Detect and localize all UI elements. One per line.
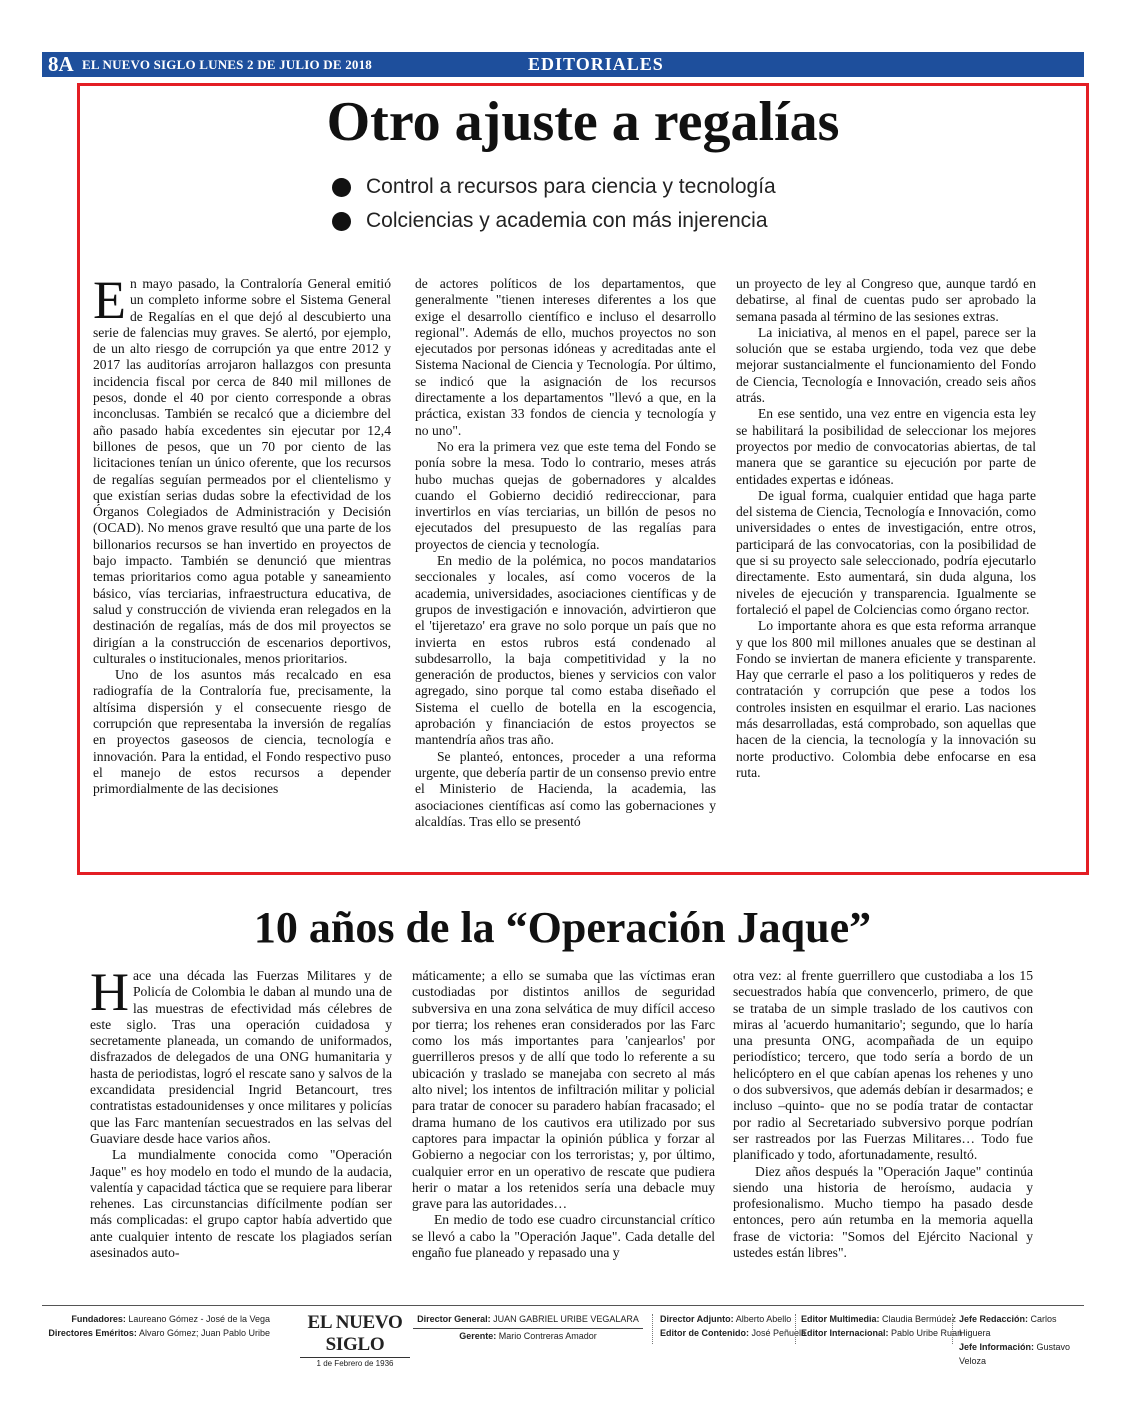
paragraph: un proyecto de ley al Congreso que, aunque tardó en debatirse, al final de cuentas pudo ser aprobado la semana pasada al término de las sesiones extras. <box>736 276 1036 324</box>
bullet-icon <box>332 212 351 231</box>
paragraph: De igual forma, cualquier entidad que haga parte del sistema de Ciencia, Tecnología e Innovación, como universidades o entes de investigación, entre otros, participará de las convocatorias, con la posibilidad de que si su proyecto sale seleccionado, podría ejecutarlo directamente. Esto aumentará, sin duda alguna, los niveles de ejecución y transparencia. Igualmente se fortaleció el papel de Colciencias como órgano rector. <box>736 487 1036 617</box>
paragraph: En mayo pasado, la Contraloría General emitió un completo informe sobre el Sistema General de Regalías en el que dejó al descubierto una serie de falencias muy graves. Se alertó, por ejemplo, de un alto riesgo de corrupción ya que entre 2012 y 2017 las auditorías arrojaron hallazgos con presunta incidencia fiscal por cerca de 840 mil millones de pesos, donde el 40 por ciento corresponde a obras inconclusas. También se recalcó que a diciembre del año pasado había excedentes sin ejecutar por 12,4 billones de pesos, que un 70 por ciento de las licitaciones tenían un único oferente, que los recursos de regalías seguían permeados por el clientelismo y que existían serias dudas sobre la efectividad de los Órganos Colegiados de Administración y Decisión (OCAD). No menos grave resultó que una parte de los billonarios recursos se han invertido en proyectos de bajo impacto. También se denunció que mientras temas prioritarios como agua potable y saneamiento básico, vías terciarias, infraestructura educativa, de salud y construcción de vivienda eran relegados en la destinación de regalías, más de dos mil proyectos se dirigían a la construcción de escenarios deportivos, culturales o institucionales, menos prioritarios. <box>93 270 391 666</box>
paragraph: En medio de la polémica, no pocos mandatarios seccionales y locales, así como voceros de la academia, universidades, asociaciones científicas y de grupos de investigación e innovación, advirtieron que el 'tijeretazo' era grave no solo porque un país que no invierta en estos rubros está condenado al subdesarrollo, la baja competitividad y la no generación de productos, bienes y servicios con valor agregado, sino porque tal como estaba diseñado el Sistema el cuello de botella en la escogencia, aprobación y financiación de estos proyectos se mantendría años tras año. <box>415 553 716 748</box>
logo-date: 1 de Febrero de 1936 <box>300 1357 410 1370</box>
paragraph: Se planteó, entonces, proceder a una reforma urgente, que debería partir de un consenso previo entre el Ministerio de Hacienda, la academia, las asociaciones científicas así como las gobernaciones y alcaldías. Tras ello se presentó <box>415 748 716 829</box>
founders-block: Fundadores: Laureano Gómez - José de la Vega Directores Eméritos: Alvaro Gómez; Juan Pablo Uribe <box>48 1314 270 1338</box>
drop-cap: E <box>93 270 126 330</box>
paragraph: Uno de los asuntos más recalcado en esa radiografía de la Contraloría fue, precisamente, la altísima dispersión y el consecuente riesgo de corrupción que representaba la inversión de regalías en proyectos gaseosos de ciencia, tecnología e innovación. Para la entidad, el Fondo respectivo puso el manejo de estos recursos a depender primordialmente de las decisiones <box>93 667 391 797</box>
paragraph: En medio de todo ese cuadro circunstancial crítico se llevó a cabo la "Operación Jaque". Cada detalle del engaño fue planeado y repasado una y <box>412 1212 715 1261</box>
paragraph: máticamente; a ello se sumaba que las víctimas eran custodiadas por distintos anillos de seguridad subversiva en una zona selvática de muy difícil acceso por tierra; los rehenes eran considerados por las Farc como los más importantes para 'canjearlos' por guerrilleros presos y de allí que todo lo referente a su ubicación y traslado se manejaba con secreto al más alto nivel; los intentos de infiltración militar y policial para tratar de conocer su paradero habían fracasado; el drama humano de los cautivos era utilizado por sus captores para impactar la opinión pública y forzar al Gobierno a negociar con los terroristas; y, por último, cualquier error en un operativo de rescate que pudiera herir o matar a los retenidos sería una debacle muy grave para las autoridades… <box>412 968 715 1212</box>
paragraph: En ese sentido, una vez entre en vigencia esta ley se habilitará la posibilidad de seleccionar los mejores proyectos por medio de convocatorias abiertas, de tal manera que se garantice su ejecución por parte de entidades expertas e idóneas. <box>736 406 1036 487</box>
subhead-item <box>332 204 932 238</box>
paragraph: de actores políticos de los departamentos, que generalmente "tienen intereses diferentes a los que exige el desarrollo científico e incluso el desarrollo regional". Además de ello, muchos proyectos no son ejecutados por personas idóneas y acreditadas ante el Sistema Nacional de Ciencia y Tecnología. Por último, se indicó que la asignación de los recursos directamente a los departamentos "llevó a que, en la práctica, existan 33 fondos de ciencia y tecnología y no uno". <box>415 276 716 438</box>
article-column-3 <box>733 968 1033 1261</box>
footer-separator <box>652 1314 653 1344</box>
paragraph: Hace una década las Fuerzas Militares y de Policía de Colombia le daban al mundo una de las muestras de efectividad más célebres de este siglo. Tras una operación cuidadosa y secretamente planeada, un comando de uniformados, disfrazados de delegados de una ONG humanitaria y hasta de periodistas, logró el rescate sano y salvos de la excandidata presidencial Ingrid Betancourt, tres contratistas estadounidenses y once militares y policías que las Farc mantenían secuestrados en las selvas del Guaviare desde hace varios años. <box>90 962 392 1146</box>
article-title: 10 años de la “Operación Jaque” <box>253 903 872 952</box>
article-column-2 <box>415 276 716 830</box>
article-column-3 <box>736 276 1036 781</box>
paragraph: Diez años después la "Operación Jaque" continúa siendo una historia de heroísmo, audacia y profesionalismo. Mucho tiempo ha pasado desde entonces, pero aún retumba en la memoria aquella frase de victoria: "Somos del Ejército Nacional y ustedes están libres". <box>733 1163 1033 1261</box>
subhead-item <box>332 170 932 204</box>
article-body <box>90 962 1090 1293</box>
editors-block-2: Editor Multimedia: Claudia Bermúdez Editor Internacional: Pablo Uribe Ruan <box>801 1314 963 1338</box>
paragraph: No era la primera vez que este tema del Fondo se ponía sobre la mesa. Todo lo contrario, meses atrás hubo muchas quejas de gobernadores y alcaldes cuando el Gobierno decidió redireccionar, para invertirlos en vías terciarias, un billón de pesos no ejecutados del presupuesto de las regalías para proyectos de ciencia y tecnología. <box>415 438 716 552</box>
page-header-bar <box>42 52 1084 77</box>
director-block: Director General: JUAN GABRIEL URIBE VEGALARA Gerente: Mario Contreras Amador <box>413 1312 643 1343</box>
article-body <box>93 270 1073 861</box>
editorial-article-box <box>77 83 1089 875</box>
paragraph: otra vez: al frente guerrillero que custodiaba a los 15 secuestrados había que convencerlo, primero, de que se trataba de un simple traslado de los cautivos con miras al 'acuerdo humanitario'; segundo, que lo haría una presunta ONG, acompañada de un equipo periodístico; tercero, que todo sería a bordo de un helicóptero en el que cabían apenas los rehenes y uno o dos subversivos, que además debían ir desarmados; e incluso –quinto- que no se podía tratar de contactar por radio al Secretariado subversivo porque podrían ser rastreados por las Fuerzas Militares… Todo fue planificado y todo, afortunadamente, resultó. <box>733 968 1033 1163</box>
article-subheads <box>332 170 932 238</box>
paragraph: Lo importante ahora es que esta reforma arranque y que los 800 mil millones anuales que se destinan al Fondo se inviertan de manera eficiente y transparente. Hay que cerrarle el paso a los politiqueros y redes de contratación y corrupción que pese a todos los controles insisten en esquilmar el erario. Las naciones más desarrolladas, está comprobado, son aquellas que hacen de la ciencia, la tecnología y la innovación su norte productivo. Colombia debe enfocarse en esa ruta. <box>736 618 1036 780</box>
drop-cap: H <box>90 962 129 1022</box>
section-title: EDITORIALES <box>528 54 664 74</box>
editors-block-1: Director Adjunto: Alberto Abello Editor de Contenido: José Peñuela <box>660 1314 807 1338</box>
dateline: EL NUEVO SIGLO LUNES 2 DE JULIO DE 2018 <box>82 57 372 72</box>
logo-text: EL NUEVO SIGLO <box>307 1312 403 1355</box>
subhead-text: Control a recursos para ciencia y tecnología <box>366 175 776 198</box>
article-column-2 <box>412 968 715 1261</box>
masthead-footer <box>30 1312 1090 1368</box>
subhead-text: Colciencias y academia con más injerencia <box>366 209 768 232</box>
paragraph: La iniciativa, al menos en el papel, parece ser la solución que se estaba urgiendo, toda vez que debe mejorar sustancialmente el funcionamiento del Fondo de Ciencia, Tecnología e Innovación, creado seis años atrás. <box>736 324 1036 406</box>
footer-divider <box>42 1305 1084 1306</box>
footer-separator <box>952 1314 953 1344</box>
newspaper-logo <box>280 1312 430 1370</box>
paragraph: La mundialmente conocida como "Operación Jaque" es hoy modelo en todo el mundo de la audacia, valentía y capacidad táctica que se requiere para liberar rehenes. Las circunstancias difícilmente podían ser más complicadas: el grupo captor había advertido que ante cualquier intento de rescate los plagiados serían asesinados auto- <box>90 1147 392 1261</box>
bullet-icon <box>332 178 351 197</box>
article-column-1 <box>90 962 392 1261</box>
article-column-1 <box>93 270 391 798</box>
editors-block-3: Jefe Redacción: Carlos Higuera Jefe Información: Gustavo Veloza <box>959 1314 1071 1366</box>
article-title: Otro ajuste a regalías <box>326 91 840 153</box>
footer-separator <box>795 1314 796 1344</box>
page-number: 8A <box>48 52 74 76</box>
